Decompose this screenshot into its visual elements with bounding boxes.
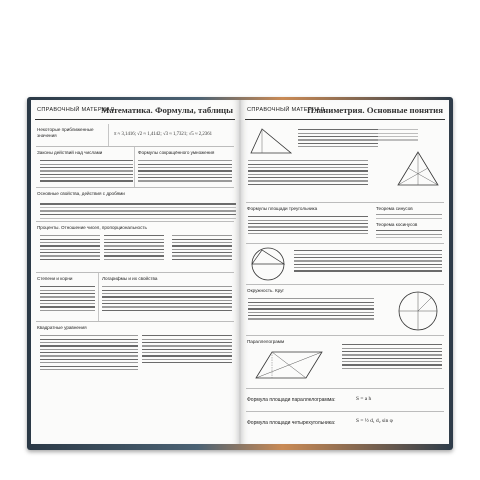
median-triangle-figure xyxy=(396,150,440,188)
circle-section xyxy=(246,285,444,336)
left-page xyxy=(31,100,240,444)
powers-formulas xyxy=(40,284,95,313)
quadratic-text xyxy=(40,333,138,372)
divider xyxy=(108,124,109,146)
parallelogram-title: Параллелограмм xyxy=(247,339,285,344)
right-triangle-text xyxy=(294,248,442,274)
triangle-area-section xyxy=(246,203,444,244)
sines-formula xyxy=(376,212,442,221)
laws-section xyxy=(36,147,234,188)
approx-values-text: π ≈ 3,1416; √2 ≈ 1,4142; √3 ≈ 1,7321; √5 ≈ 2,2361 xyxy=(114,132,213,137)
quadratic-title: Квадратные уравнения xyxy=(37,325,87,330)
quadratic-formulas xyxy=(142,333,232,366)
approx-values-section xyxy=(36,124,234,147)
divider xyxy=(98,273,99,321)
triangle-area-formulas xyxy=(248,214,368,236)
quad-area-formula: S = ½ d₁ d₂ sin φ xyxy=(356,418,393,424)
fractions-formulas xyxy=(40,201,236,221)
cosines-title: Теорема косинусов xyxy=(376,222,418,227)
log-title: Логарифмы и их свойства xyxy=(102,276,158,281)
fractions-section xyxy=(36,188,234,222)
percent-col1 xyxy=(40,233,100,262)
parallelogram-figure xyxy=(254,348,324,380)
quad-area-title: Формула площади четырехугольника: xyxy=(247,420,336,426)
sines-title: Теорема синусов xyxy=(376,206,413,211)
fractions-title: Основные свойства, действия с дробями xyxy=(37,191,125,196)
right-triangle-section xyxy=(246,244,444,285)
circle-triangle-figure xyxy=(248,246,288,282)
triangle-figure xyxy=(248,126,294,156)
laws-formulas xyxy=(40,158,133,184)
parallelogram-properties xyxy=(342,342,442,371)
circle-formulas xyxy=(248,296,374,322)
left-page-header xyxy=(35,105,235,120)
triangle-properties xyxy=(248,158,368,187)
powers-title: Степени и корни xyxy=(37,276,73,281)
log-formulas xyxy=(102,284,232,313)
percent-col2 xyxy=(104,233,164,262)
triangle-text xyxy=(298,127,378,149)
right-page-header xyxy=(245,105,445,120)
right-header-title: Планиметрия. Основные понятия xyxy=(307,105,443,115)
approx-values-title: Некоторые приближенные значения xyxy=(37,127,94,138)
circle-title: Окружность. Круг xyxy=(247,288,285,293)
triangle-section xyxy=(246,124,444,203)
left-header-tag: СПРАВОЧНЫЙ МАТЕРИАЛ xyxy=(37,107,115,113)
left-header-title: Математика. Формулы, таблицы xyxy=(101,105,233,115)
par-area-formula: S = a h xyxy=(356,396,372,402)
short-mult-formulas xyxy=(138,158,232,184)
par-area-title: Формула площади параллелограмма: xyxy=(247,397,336,403)
right-page xyxy=(240,100,449,444)
quad-area-section xyxy=(246,412,444,434)
short-mult-title: Формулы сокращённого умножения xyxy=(138,150,215,155)
cosines-formula xyxy=(376,228,442,240)
percent-title: Проценты. Отношение чисел, пропорциональность xyxy=(37,225,147,230)
parallelogram-section xyxy=(246,336,444,389)
triangle-area-title: Формулы площади треугольника xyxy=(247,206,318,211)
divider xyxy=(134,147,135,187)
circle-figure xyxy=(396,289,440,333)
right-header-tag: СПРАВОЧНЫЙ МАТЕРИАЛ xyxy=(247,107,325,113)
powers-log-section xyxy=(36,273,234,322)
par-area-section xyxy=(246,389,444,412)
quadratic-section xyxy=(36,322,234,388)
percent-col3 xyxy=(172,233,232,262)
triangle-notes xyxy=(378,127,418,143)
percent-section xyxy=(36,222,234,273)
laws-title: Законы действий над числами xyxy=(37,150,103,155)
